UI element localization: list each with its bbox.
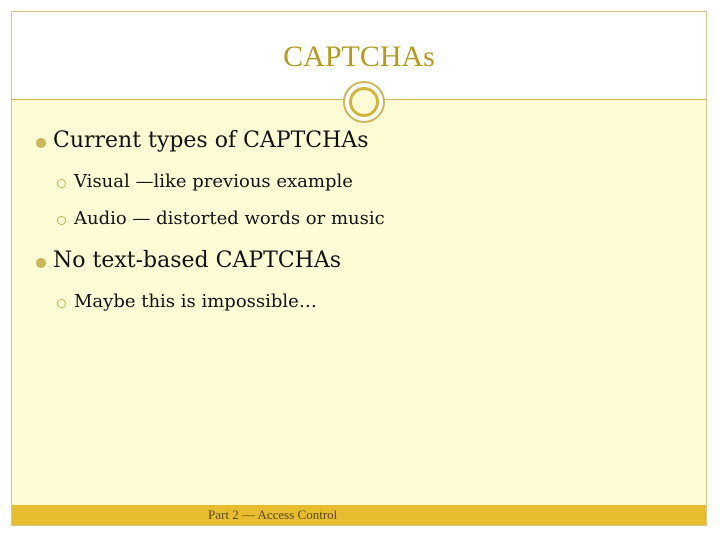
bullet-ring-icon	[57, 179, 66, 188]
bullet-ring-icon	[57, 216, 66, 225]
bullet-disc-icon	[36, 258, 46, 268]
bullet-item: Current types of CAPTCHAs	[53, 128, 369, 153]
sub-bullet-item: Visual —like previous example	[74, 171, 353, 192]
footer-text: Part 2 — Access Control	[208, 507, 338, 522]
slide-frame	[11, 11, 707, 526]
slide-content	[12, 12, 706, 492]
footer-bar	[12, 505, 706, 525]
sub-bullet-item: Maybe this is impossible…	[74, 291, 317, 312]
bullet-disc-icon	[36, 138, 46, 148]
bullet-ring-icon	[57, 299, 66, 308]
slide-title: CAPTCHAs	[283, 40, 435, 73]
sub-bullet-item: Audio — distorted words or music	[74, 208, 385, 229]
bullet-item: No text-based CAPTCHAs	[53, 248, 342, 273]
